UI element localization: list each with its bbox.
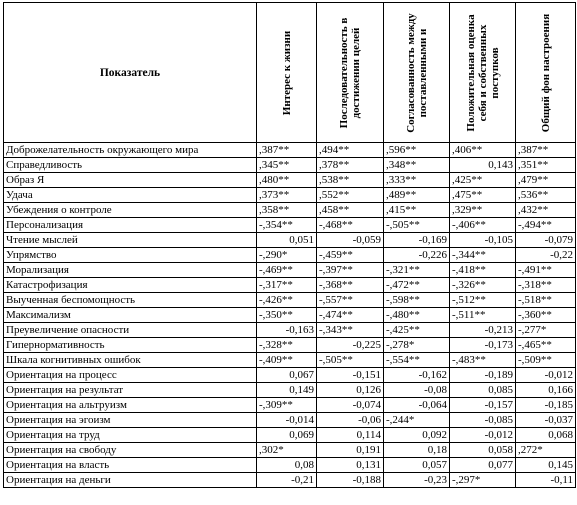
table-row <box>4 353 576 368</box>
table-row <box>4 413 576 428</box>
row-label: Доброжелательность окружающего мира <box>4 143 257 158</box>
column-header-coherence <box>384 3 450 143</box>
table-cell: 0,191 <box>317 443 384 458</box>
table-cell: -0,225 <box>317 338 384 353</box>
row-label: Образ Я <box>4 173 257 188</box>
table-cell: -,409** <box>257 353 317 368</box>
table-cell: ,387** <box>516 143 576 158</box>
table-cell: -,397** <box>317 263 384 278</box>
column-header-label: Положительная оценка себя и собственных поступков <box>464 13 501 132</box>
table-cell: -,425** <box>384 323 450 338</box>
row-label: Упрямство <box>4 248 257 263</box>
table-cell: 0,085 <box>450 383 516 398</box>
table-cell: -,328** <box>257 338 317 353</box>
table-cell: -,326** <box>450 278 516 293</box>
table-cell: -0,162 <box>384 368 450 383</box>
table-row <box>4 293 576 308</box>
table-cell: ,458** <box>317 203 384 218</box>
table-cell: ,358** <box>257 203 317 218</box>
table-cell: 0,143 <box>450 158 516 173</box>
row-label: Преувеличение опасности <box>4 323 257 338</box>
table-cell: -0,22 <box>516 248 576 263</box>
table-cell: ,406** <box>450 143 516 158</box>
table-cell: -,518** <box>516 293 576 308</box>
table-cell: ,425** <box>450 173 516 188</box>
table-cell: ,351** <box>516 158 576 173</box>
table-cell: -0,074 <box>317 398 384 413</box>
table-cell: -0,012 <box>450 428 516 443</box>
table-cell: -0,226 <box>384 248 450 263</box>
table-row <box>4 263 576 278</box>
table-cell: -0,185 <box>516 398 576 413</box>
table-cell: 0,058 <box>450 443 516 458</box>
row-label: Ориентация на результат <box>4 383 257 398</box>
table-cell: ,378** <box>317 158 384 173</box>
table-cell: -,277* <box>516 323 576 338</box>
table-row <box>4 188 576 203</box>
table-row <box>4 218 576 233</box>
table-cell: ,348** <box>384 158 450 173</box>
column-header-label: Интерес к жизни <box>280 30 293 115</box>
table-cell: ,387** <box>257 143 317 158</box>
table-cell: ,479** <box>516 173 576 188</box>
table-cell: ,489** <box>384 188 450 203</box>
table-body <box>4 143 576 488</box>
column-header-interest <box>257 3 317 143</box>
row-label: Ориентация на эгоизм <box>4 413 257 428</box>
table-cell: -,418** <box>450 263 516 278</box>
table-cell: 0,077 <box>450 458 516 473</box>
table-cell: -0,06 <box>317 413 384 428</box>
table-cell: -,354** <box>257 218 317 233</box>
row-label: Ориентация на процесс <box>4 368 257 383</box>
indicator-header: Показатель <box>4 3 257 143</box>
table-cell: -0,169 <box>384 233 450 248</box>
table-cell: -0,21 <box>257 473 317 488</box>
table-cell: -,343** <box>317 323 384 338</box>
table-row <box>4 473 576 488</box>
table-cell: 0,057 <box>384 458 450 473</box>
table-cell: -,244* <box>384 413 450 428</box>
table-cell: -,468** <box>317 218 384 233</box>
table-row <box>4 443 576 458</box>
table-cell: -,505** <box>384 218 450 233</box>
table-cell: -,598** <box>384 293 450 308</box>
table-cell: -,368** <box>317 278 384 293</box>
table-cell: -,426** <box>257 293 317 308</box>
table-cell: -,297* <box>450 473 516 488</box>
table-cell: -,509** <box>516 353 576 368</box>
table-cell: -,512** <box>450 293 516 308</box>
table-cell: ,596** <box>384 143 450 158</box>
row-label: Удача <box>4 188 257 203</box>
table-cell: -0,105 <box>450 233 516 248</box>
table-cell: -0,079 <box>516 233 576 248</box>
row-label: Ориентация на труд <box>4 428 257 443</box>
table-cell: ,494** <box>317 143 384 158</box>
table-row <box>4 383 576 398</box>
table-cell: ,475** <box>450 188 516 203</box>
table-cell: -0,151 <box>317 368 384 383</box>
row-label: Ориентация на власть <box>4 458 257 473</box>
table-cell: 0,092 <box>384 428 450 443</box>
correlation-table <box>3 2 576 488</box>
table-cell: -,290* <box>257 248 317 263</box>
column-header-label: Согласованность между поставленными и <box>404 12 429 133</box>
table-cell: -,505** <box>317 353 384 368</box>
column-header-consistency <box>317 3 384 143</box>
table-cell: -,465** <box>516 338 576 353</box>
table-row <box>4 323 576 338</box>
table-cell: 0,126 <box>317 383 384 398</box>
column-header-self-esteem <box>450 3 516 143</box>
table-cell: -,474** <box>317 308 384 323</box>
table-cell: 0,069 <box>257 428 317 443</box>
table-row <box>4 203 576 218</box>
table-cell: 0,08 <box>257 458 317 473</box>
table-row <box>4 308 576 323</box>
table-row <box>4 458 576 473</box>
table-cell: 0,067 <box>257 368 317 383</box>
table-cell: -0,014 <box>257 413 317 428</box>
table-cell: -0,189 <box>450 368 516 383</box>
table-cell: 0,166 <box>516 383 576 398</box>
table-cell: -0,188 <box>317 473 384 488</box>
row-label: Максимализм <box>4 308 257 323</box>
table-cell: ,536** <box>516 188 576 203</box>
row-label: Убеждения о контроле <box>4 203 257 218</box>
table-cell: -0,11 <box>516 473 576 488</box>
table-cell: -,494** <box>516 218 576 233</box>
table-cell: -,483** <box>450 353 516 368</box>
table-cell: -,406** <box>450 218 516 233</box>
table-cell: -,317** <box>257 278 317 293</box>
table-cell: -0,037 <box>516 413 576 428</box>
table-row <box>4 143 576 158</box>
table-cell: 0,18 <box>384 443 450 458</box>
table-cell: ,329** <box>450 203 516 218</box>
table-cell: 0,068 <box>516 428 576 443</box>
table-row <box>4 338 576 353</box>
table-cell: -,557** <box>317 293 384 308</box>
table-cell: -,554** <box>384 353 450 368</box>
table-cell: -,344** <box>450 248 516 263</box>
row-label: Гипернормативность <box>4 338 257 353</box>
table-cell: -0,085 <box>450 413 516 428</box>
table-cell: -,278* <box>384 338 450 353</box>
table-cell: -,321** <box>384 263 450 278</box>
table-cell: -,350** <box>257 308 317 323</box>
table-cell: -0,163 <box>257 323 317 338</box>
table-cell: 0,051 <box>257 233 317 248</box>
table-cell: ,302* <box>257 443 317 458</box>
table-cell: -0,173 <box>450 338 516 353</box>
table-cell: -0,059 <box>317 233 384 248</box>
table-cell: -,491** <box>516 263 576 278</box>
table-cell: ,373** <box>257 188 317 203</box>
table-row <box>4 173 576 188</box>
table-cell: -,511** <box>450 308 516 323</box>
header-row <box>4 3 576 143</box>
table-cell: -,459** <box>317 248 384 263</box>
table-row <box>4 398 576 413</box>
row-label: Ориентация на альтруизм <box>4 398 257 413</box>
table-row <box>4 248 576 263</box>
table-cell: -0,064 <box>384 398 450 413</box>
table-cell: -0,23 <box>384 473 450 488</box>
table-cell: ,432** <box>516 203 576 218</box>
table-cell: ,538** <box>317 173 384 188</box>
column-header-label: Последовательность в достижении целей <box>338 17 362 128</box>
row-label: Катастрофизация <box>4 278 257 293</box>
row-label: Чтение мыслей <box>4 233 257 248</box>
table-cell: -,469** <box>257 263 317 278</box>
table-cell: -,472** <box>384 278 450 293</box>
column-header-mood <box>516 3 576 143</box>
table-cell: -,360** <box>516 308 576 323</box>
table-row <box>4 368 576 383</box>
table-cell: -,318** <box>516 278 576 293</box>
table-row <box>4 428 576 443</box>
table-cell: -0,157 <box>450 398 516 413</box>
row-label: Шкала когнитивных ошибок <box>4 353 257 368</box>
table-cell: ,272* <box>516 443 576 458</box>
row-label: Ориентация на деньги <box>4 473 257 488</box>
table-cell: ,480** <box>257 173 317 188</box>
column-header-label: Общий фон настроения <box>539 13 552 132</box>
table-cell: ,345** <box>257 158 317 173</box>
table-cell: -,309** <box>257 398 317 413</box>
row-label: Справедливость <box>4 158 257 173</box>
table-cell: -0,213 <box>450 323 516 338</box>
table-cell: 0,114 <box>317 428 384 443</box>
table-cell: -0,012 <box>516 368 576 383</box>
row-label: Персонализация <box>4 218 257 233</box>
table-cell: -,480** <box>384 308 450 323</box>
table-cell: ,415** <box>384 203 450 218</box>
row-label: Ориентация на свободу <box>4 443 257 458</box>
table-row <box>4 158 576 173</box>
row-label: Морализация <box>4 263 257 278</box>
table-row <box>4 233 576 248</box>
table-cell: 0,145 <box>516 458 576 473</box>
row-label: Выученная беспомощность <box>4 293 257 308</box>
table-cell: 0,131 <box>317 458 384 473</box>
table-cell: ,333** <box>384 173 450 188</box>
table-cell: -0,08 <box>384 383 450 398</box>
table-cell: ,552** <box>317 188 384 203</box>
table-row <box>4 278 576 293</box>
table-cell: 0,149 <box>257 383 317 398</box>
